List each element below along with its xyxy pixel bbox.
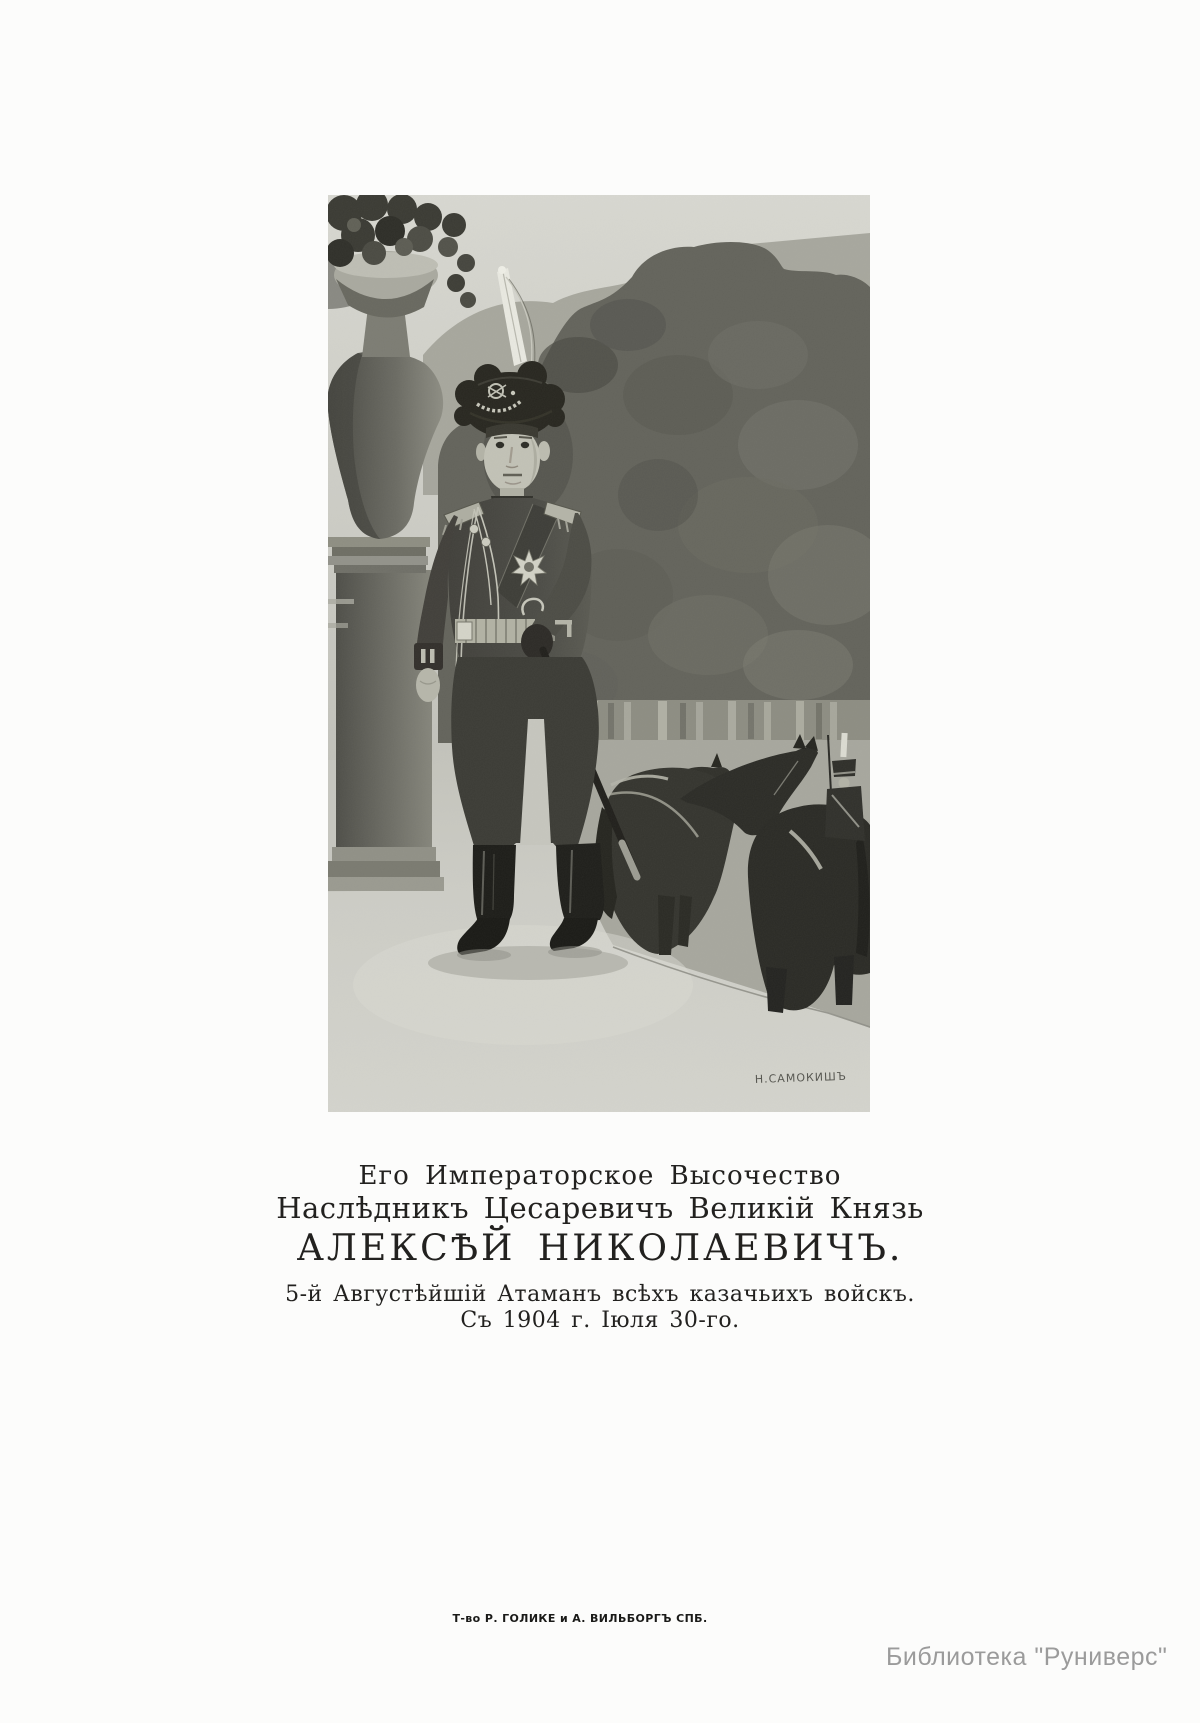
plate-illustration [328, 195, 870, 1112]
artist-signature: Н.САМОКИШЪ [754, 1069, 848, 1086]
printer-mark: Т-во Р. ГОЛИКЕ и А. ВИЛЬБОРГЪ СПБ. [452, 1612, 708, 1625]
library-watermark: Библиотека "Руниверс" [886, 1643, 1168, 1671]
caption-subtitle-2: Съ 1904 г. Іюля 30-го. [460, 1308, 740, 1333]
caption-line-2: Наслѣдникъ Цесаревичъ Великій Князь [276, 1191, 924, 1225]
halftone-grain [328, 195, 870, 1112]
photo-plate [328, 195, 870, 1112]
caption-subtitle-1: 5-й Августѣйшій Атаманъ всѣхъ казачьихъ войскъ. [285, 1282, 915, 1307]
caption-line-1: Его Императорское Высочество [358, 1161, 842, 1191]
caption-title: АЛЕКСѢЙ НИКОЛАЕВИЧЪ. [296, 1228, 904, 1269]
